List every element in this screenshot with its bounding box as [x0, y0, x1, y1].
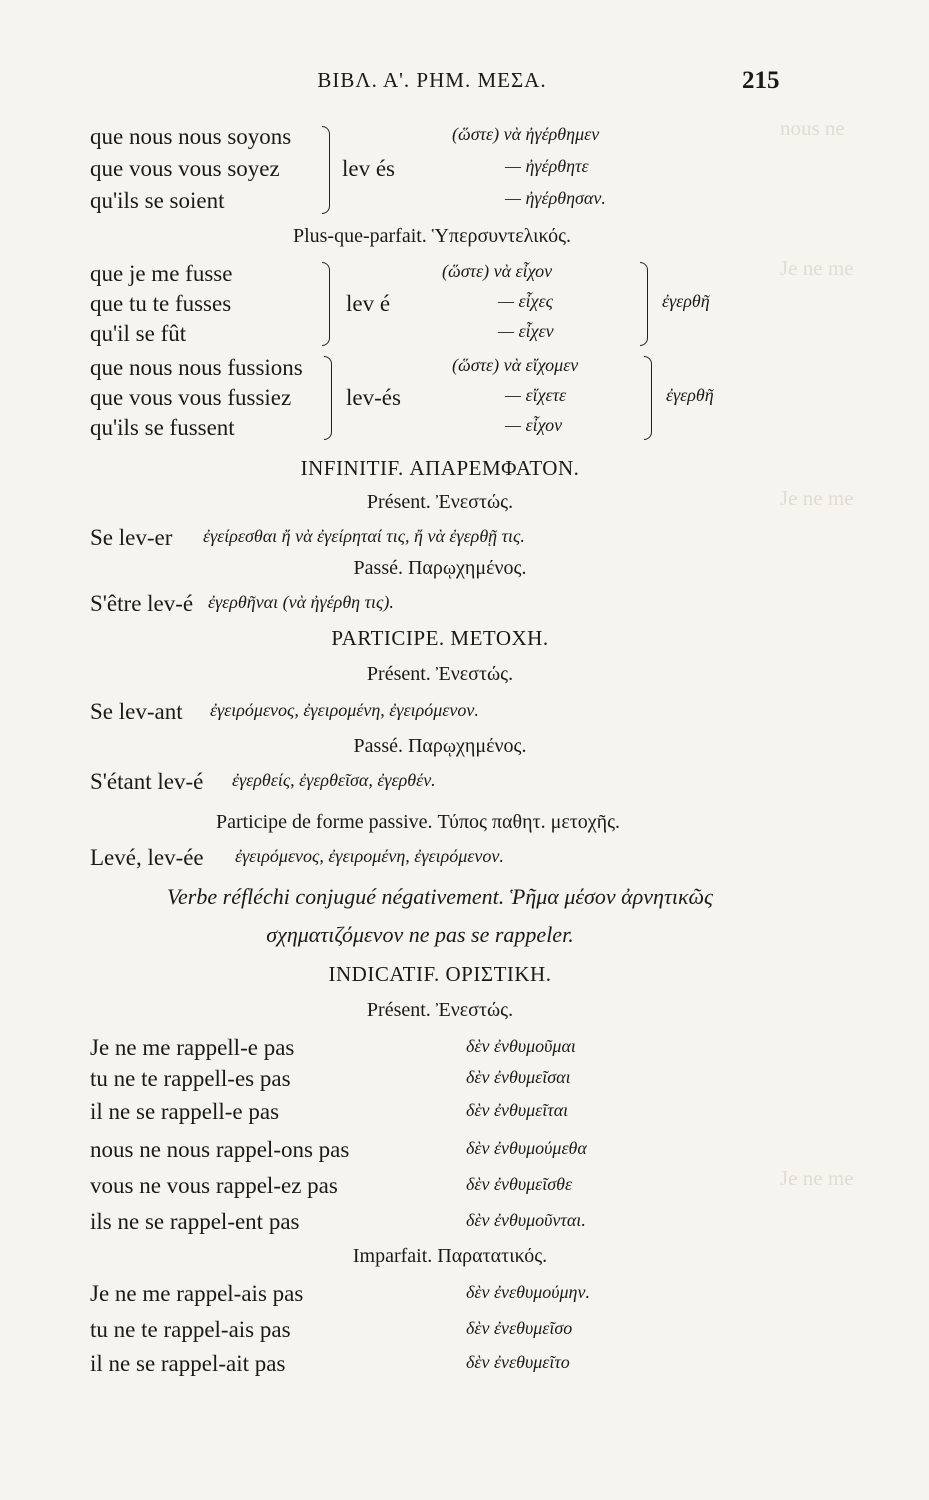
gr-line: δὲν ἐνθυμοῦνται. [466, 1210, 586, 1230]
fr-line: Je ne me rappell-e pas [90, 1035, 295, 1060]
brace [322, 262, 330, 346]
fr-line: ils ne se rappel-ent pas [90, 1209, 300, 1234]
fr-line: qu'ils se soient [90, 188, 225, 213]
tense-heading: Présent. Ἐνεστώς. [366, 491, 514, 513]
fr-line: il ne se rappel-ait pas [90, 1351, 286, 1376]
fr-line: nous ne nous rappel-ons pas [90, 1137, 350, 1162]
subsection-title: σχηματιζόμενον ne pas se rappeler. [266, 922, 574, 947]
aux-form: ἐγερθῆ [662, 291, 710, 311]
bleed-through-text: Je ne me [780, 486, 854, 510]
gr-form: ἐγειρόμενος, ἐγειρομένη, ἐγειρόμενον. [210, 700, 479, 720]
gr-line: δὲν ἐνθυμεῖται [466, 1100, 569, 1120]
gr-line: δὲν ἐνεθυμεῖτο [466, 1352, 570, 1372]
gr-line: — ἠγέρθησαν. [505, 188, 606, 208]
fr-line: tu ne te rappel-ais pas [90, 1317, 291, 1342]
gr-form: ἐγερθείς, ἐγερθεῖσα, ἐγερθέν. [232, 770, 436, 790]
gr-line: δὲν ἐνθυμεῖσαι [466, 1067, 571, 1087]
bleed-through-text: Je ne me [780, 256, 854, 280]
tense-heading: Passé. Παρῳχημένος. [353, 557, 527, 579]
fr-line: qu'il se fût [90, 321, 187, 346]
brace [324, 356, 332, 440]
participle-form: lev és [342, 156, 396, 181]
tense-heading: Présent. Ἐνεστώς. [366, 663, 514, 685]
bleed-through-text: Je ne me [780, 1166, 854, 1190]
gr-form: ἐγειρόμενος, ἐγειρομένη, ἐγειρόμενον. [235, 846, 504, 866]
page-number: 215 [742, 67, 780, 94]
gr-line: δὲν ἐνθυμούμεθα [466, 1138, 587, 1158]
gr-line: (ὥστε) νὰ εἶχον [442, 261, 553, 281]
gr-line: δὲν ἐνεθυμούμην. [466, 1282, 590, 1302]
gr-line: δὲν ἐνθυμεῖσθε [466, 1174, 573, 1194]
fr-line: que je me fusse [90, 261, 233, 286]
gr-line: — εἴχετε [505, 385, 567, 405]
tense-heading: Plus-que-parfait. Ὑπερσυντελικός. [292, 225, 572, 247]
section-heading: PARTICIPE. ΜΕΤΟΧΗ. [331, 626, 549, 650]
gr-line: — εἶχεν [498, 321, 554, 341]
fr-line: que vous vous soyez [90, 156, 280, 181]
running-title: ΒΙΒΛ. Α'. ΡΗΜ. ΜΕΣΑ. [317, 68, 547, 92]
fr-form: Se lev-ant [90, 699, 183, 724]
participle-form: lev é [346, 291, 391, 316]
fr-line: vous ne vous rappel-ez pas [90, 1173, 338, 1198]
brace [640, 262, 648, 346]
fr-line: que vous vous fussiez [90, 385, 292, 410]
fr-form: S'étant lev-é [90, 769, 204, 794]
fr-line: Je ne me rappel-ais pas [90, 1281, 304, 1306]
subsection-title: Verbe réfléchi conjugué négativement. Ῥῆμα μέσον ἀρνητικῶς [167, 884, 713, 909]
gr-form: ἐγερθῆναι (νὰ ἠγέρθη τις). [208, 592, 394, 612]
fr-line: que nous nous soyons [90, 124, 292, 149]
fr-line: que nous nous fussions [90, 355, 303, 380]
gr-line: (ὥστε) νὰ εἴχομεν [452, 355, 579, 375]
fr-line: tu ne te rappell-es pas [90, 1066, 291, 1091]
bleed-through-text: nous ne [780, 116, 845, 140]
brace [322, 126, 330, 214]
gr-line: — ἠγέρθητε [505, 156, 589, 176]
fr-line: il ne se rappell-e pas [90, 1099, 280, 1124]
gr-line: δὲν ἐνθυμοῦμαι [466, 1036, 576, 1056]
tense-heading: Présent. Ἐνεστώς. [366, 999, 514, 1021]
tense-heading: Passé. Παρῳχημένος. [353, 735, 527, 757]
gr-line: δὲν ἐνεθυμεῖσο [466, 1318, 573, 1338]
aux-form: ἐγερθῆ [666, 385, 714, 405]
fr-form: Levé, lev-ée [90, 845, 204, 870]
gr-line: — εἶχον [505, 415, 563, 435]
fr-form: S'être lev-é [90, 591, 194, 616]
brace [644, 356, 652, 440]
fr-line: qu'ils se fussent [90, 415, 235, 440]
gr-form: ἐγείρεσθαι ἤ νὰ ἐγείρηταί τις, ἤ νὰ ἐγερθῇ τις. [203, 526, 525, 546]
fr-line: que tu te fusses [90, 291, 232, 316]
gr-line: — εἶχες [498, 291, 553, 311]
tense-heading: Participe de forme passive. Τύπος παθητ. μετοχῆς. [215, 811, 621, 833]
participle-form: lev-és [346, 385, 401, 410]
section-heading: INDICATIF. ΟΡΙΣΤΙΚΗ. [328, 962, 552, 986]
section-heading: INFINITIF. ΑΠΑΡΕΜΦΑΤΟΝ. [300, 456, 580, 480]
fr-form: Se lev-er [90, 525, 173, 550]
gr-line: (ὥστε) νὰ ἠγέρθημεν [452, 124, 600, 144]
tense-heading: Imparfait. Παρατατικός. [352, 1245, 548, 1267]
